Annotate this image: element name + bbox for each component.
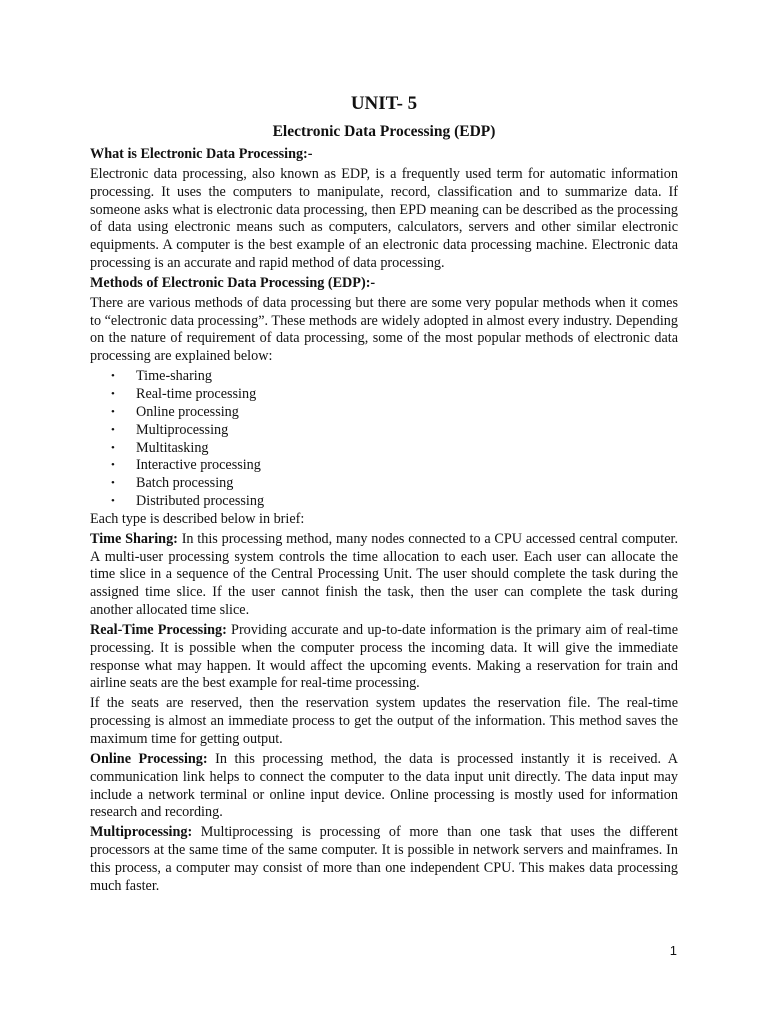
list-item: • Real-time processing (111, 386, 678, 404)
list-item: • Interactive processing (111, 457, 678, 475)
list-item: • Distributed processing (111, 493, 678, 511)
list-item: • Multiprocessing (111, 422, 678, 440)
paragraph-brief-intro: Each type is described below in brief: (90, 510, 305, 527)
term-real-time: Real-Time Processing: (90, 621, 227, 638)
paragraph-edp-definition: Electronic data processing, also known as EDP, is a frequently used term for automatic information processing. It uses the computers to manipulate, record, classification and to summarize data. If someone asks what is electronic data processing, then EPD meaning can be described as the processing of data using electronic means such as computers, calculators, servers and other similar electronic equipments. A computer is the best example of an electronic data processing machine. Electronic data processing is an accurate and rapid method of data processing. (90, 165, 678, 272)
list-item: • Batch processing (111, 475, 678, 493)
page-number: 1 (669, 943, 677, 958)
unit-title: UNIT- 5 (350, 93, 418, 114)
term-multiprocessing: Multiprocessing: (90, 824, 193, 841)
list-item: • Time-sharing (111, 368, 678, 386)
document-title: Electronic Data Processing (EDP) (272, 123, 496, 140)
text-time-sharing: In this processing method, many nodes connected to a CPU accessed central computer. A multi-user processing system controls the time allocation to each user. Each user can allocate the time slice in a sequence of the Central Processing Unit. The user should complete the task during the assigned time slice. If the user cannot finish the task, then the user can complete the task during another allocated time slice. (90, 530, 678, 619)
section-heading-what-is-edp: What is Electronic Data Processing:- (90, 146, 313, 162)
list-item: • Multitasking (111, 440, 678, 458)
text-multiprocessing: Multiprocessing is processing of more than one task that uses the different processors at the same time of the same computer. It is possible in network servers and mainframes. In this process, a computer may consist of more than one independent CPU. This makes data processing much faster. (90, 824, 678, 894)
paragraph-online (90, 751, 678, 822)
term-online: Online Processing: (90, 750, 208, 767)
section-heading-methods: Methods of Electronic Data Processing (EDP):- (90, 274, 376, 291)
list-item: • Online processing (111, 404, 678, 422)
paragraph-real-time-followup: If the seats are reserved, then the reservation system updates the reservation file. The real-time processing is almost an immediate process to get the output of the information. This method saves the maximum time for getting output. (90, 695, 678, 747)
term-time-sharing: Time Sharing: (90, 530, 178, 547)
paragraph-multiprocessing (90, 824, 678, 895)
paragraph-methods-intro: There are various methods of data processing but there are some very popular methods when it comes to “electronic data processing”. These methods are widely adopted in almost every industry. Depending on the nature of requirement of data processing, some of the most popular methods of electronic data processing are explained below: (90, 294, 678, 365)
methods-list (90, 368, 678, 511)
text-online: In this processing method, the data is processed instantly it is received. A communication link helps to connect the computer to the data input unit directly. The data input may include a network terminal or online input device. Online processing is mostly used for information research and recording. (90, 750, 678, 821)
paragraph-time-sharing (90, 531, 678, 620)
paragraph-real-time (90, 622, 678, 693)
text-real-time: Providing accurate and up-to-date information is the primary aim of real-time processing. It is possible when the computer process the incoming data. It will give the immediate response what may happen. It would affect the upcoming events. Making a reservation for train and airline seats are the best example for real-time processing. (90, 621, 679, 692)
